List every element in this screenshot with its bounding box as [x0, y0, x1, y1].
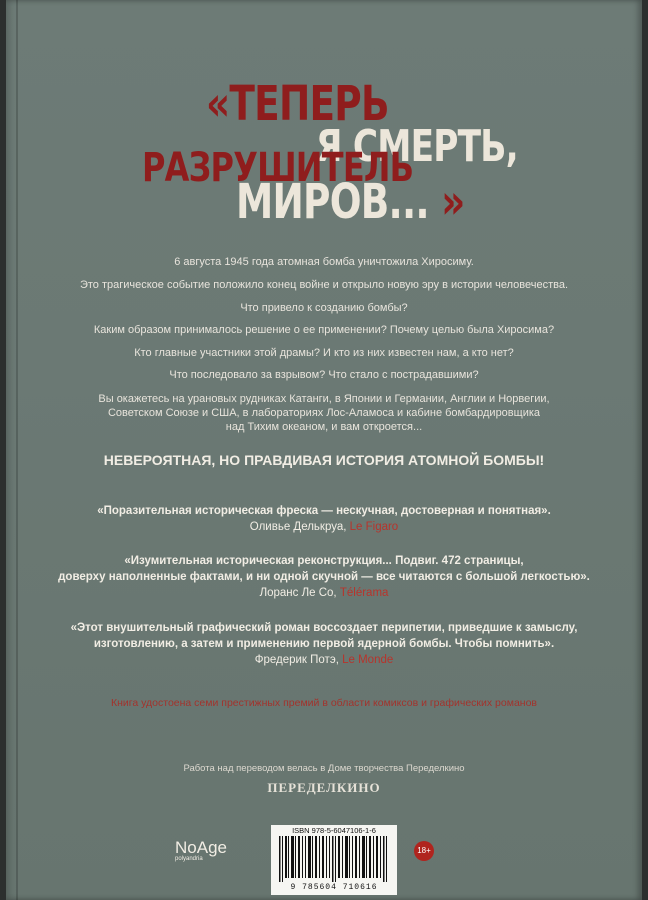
quote-2 — [0, 553, 648, 601]
barcode-digits: 9 785604 710616 — [290, 883, 378, 892]
peredelkino-logo: ПЕРЕДЕЛКИНО — [267, 780, 381, 795]
quote-1-text: «Поразительная историческая фреска — нескучная, достоверная и понятная». — [97, 505, 551, 517]
paragraph-4: Каким образом принималось решение о ее применении? Почему целью была Хиросима? — [93, 324, 555, 336]
closing-quote-mark: » — [441, 174, 465, 230]
barcode — [271, 825, 397, 895]
quote-1-author: Оливье Делькруа, — [249, 521, 347, 533]
translation-note: Работа над переводом велась в Доме творчества Переделкино — [183, 763, 465, 774]
quote-2-author: Лоранс Ле Со, — [259, 587, 337, 599]
title-line-2: Я СМЕРТЬ, — [316, 121, 518, 172]
quote-3-text: «Этот внушительный графический роман воссоздает перипетии, приведшие к замыслу, — [70, 622, 578, 634]
isbn-text: ISBN 978-5-6047106-1-6 — [292, 826, 376, 835]
quote-2-source: Télérama — [339, 587, 389, 599]
title-line-1: «ТЕПЕРЬ — [206, 76, 389, 132]
title-line-4-text: МИРОВ... — [236, 174, 429, 230]
quote-3-source: Le Monde — [342, 654, 394, 666]
publisher-logo — [175, 838, 227, 862]
places-line-1: Вы окажетесь на урановых рудниках Катанги, в Японии и Германии, Англии и Норвегии, — [98, 393, 550, 405]
places-line-3: над Тихим океаном, и вам откроется... — [225, 421, 423, 433]
quote-2-text: «Изумительная историческая реконструкция... Подвиг. 472 страницы, — [124, 555, 524, 567]
headline: НЕВЕРОЯТНАЯ, НО ПРАВДИВАЯ ИСТОРИЯ АТОМНОЙ БОМБЫ! — [103, 452, 545, 468]
places-line-2: Советском Союзе и США, в лабораториях Лос-Аламоса и кабине бомбардировщика — [107, 407, 541, 419]
paragraph-2: Это трагическое событие положило конец войне и открыло новую эру в истории человечества. — [79, 279, 569, 291]
quote-3-text-2: изготовлению, а затем и применению первой ядерной бомбы. Чтобы помнить». — [93, 638, 555, 650]
award-note: Книга удостоена семи престижных премий в области комиксов и графических романов — [111, 697, 537, 709]
paragraph-3: Что привело к созданию бомбы? — [240, 302, 408, 314]
quote-1 — [0, 503, 648, 535]
age-rating-badge: 18+ — [414, 841, 434, 861]
title-line-3: РАЗРУШИТЕЛЬ — [142, 145, 414, 191]
paragraph-5: Кто главные участники этой драмы? И кто из них известен нам, а кто нет? — [134, 347, 514, 359]
barcode-bars — [279, 836, 389, 882]
paragraph-1: 6 августа 1945 года атомная бомба уничтожила Хиросиму. — [174, 256, 474, 268]
title-line-4 — [236, 174, 465, 230]
paragraph-6: Что последовало за взрывом? Что стало с пострадавшими? — [169, 369, 479, 381]
publisher-sub: polyandria — [175, 856, 203, 862]
quote-2-text-2: доверху наполненные фактами, и ни одной скучной — все читаются с большой легкостью». — [58, 571, 590, 583]
publisher-name: NoAge — [175, 838, 227, 857]
quote-3 — [0, 620, 648, 668]
quote-3-author: Фредерик Потэ, — [254, 654, 339, 666]
quote-1-source: Le Figaro — [349, 521, 399, 533]
